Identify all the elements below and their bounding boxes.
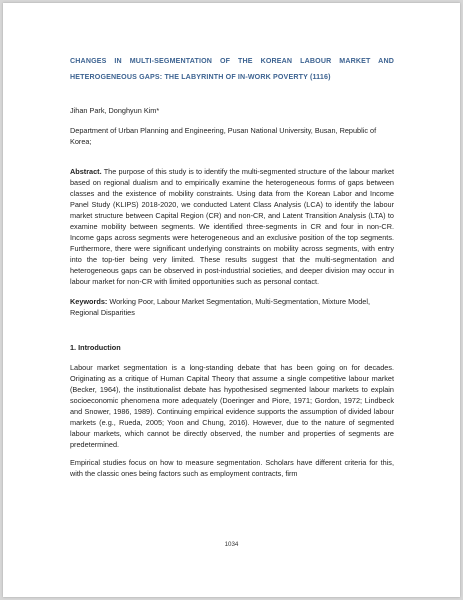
intro-paragraph-2: Empirical studies focus on how to measure segmentation. Scholars have different criteria for this, with the classic ones being factors such as employment contracts, firm xyxy=(70,458,394,478)
paper-title: CHANGES IN MULTI-SEGMENTATION OF THE KOREAN LABOUR MARKET AND HETEROGENEOUS GAPS: THE LABYRINTH OF IN-WORK POVERTY (1116) xyxy=(70,57,394,81)
abstract-text: The purpose of this study is to identify the multi-segmented structure of the labour market based on regional dualism and to empirically examine the heterogeneous forms of gaps between classes and the existence of mobility constraints. Using data from the Korean Labor and Income Panel Study (KLIPS) 2018-2020, we conducted Latent Class Analysis (LCA) to identify the labour market structure between Capital Region (CR) and non-CR, and Latent Transition Analysis (LTA) to examine mobility between segments. We identified three-segments in CR and four in non-CR. Income gaps across segments were heterogeneous and an exclusive position of the top segments. Furthermore, there were significant underlying constraints on mobility across segments, with entry into the top-tier being very limited. These results suggest that the multi-segmentation and heterogeneous gaps can be observed in post-industrial societies, and deeper division may occur in labour market for non-CR with limited opportunities such as personal contact. xyxy=(70,167,394,286)
section-heading: 1. Introduction xyxy=(70,343,121,352)
page-number: 1034 xyxy=(224,541,239,548)
paper-authors: Jihan Park, Donghyun Kim* xyxy=(70,106,160,115)
document-page xyxy=(3,3,460,597)
author-affiliation: Department of Urban Planning and Engineering, Pusan National University, Busan, Republic of Korea; xyxy=(70,126,377,146)
intro-paragraph-1: Labour market segmentation is a long-standing debate that has been going on for decades. Originating as a critique of Human Capital Theory that assume a single competitive labour market (Becker, 1964), the institutionalist debate has hypothesised segmented labour markets to explain socioeconomic phenomena more adequately (Doeringer and Piore, 1971; Gordon, 1972; Lindbeck and Snower, 1986, 1989). Continuing empirical evidence supports the assumption of divided labour markets (e.g., Rueda, 2005; Yoon and Chung, 2016). However, due to the nature of segmented labour markets, which cannot be directly observed, the number and properties of segments are predetermined. xyxy=(70,363,394,449)
keywords-text: Working Poor, Labour Market Segmentation, Multi-Segmentation, Mixture Model, Regional Disparities xyxy=(70,297,370,317)
keywords-label: Keywords: xyxy=(70,297,108,306)
abstract-label: Abstract. xyxy=(70,167,102,176)
page-content xyxy=(70,53,394,479)
keywords xyxy=(70,296,394,318)
abstract xyxy=(70,166,394,287)
